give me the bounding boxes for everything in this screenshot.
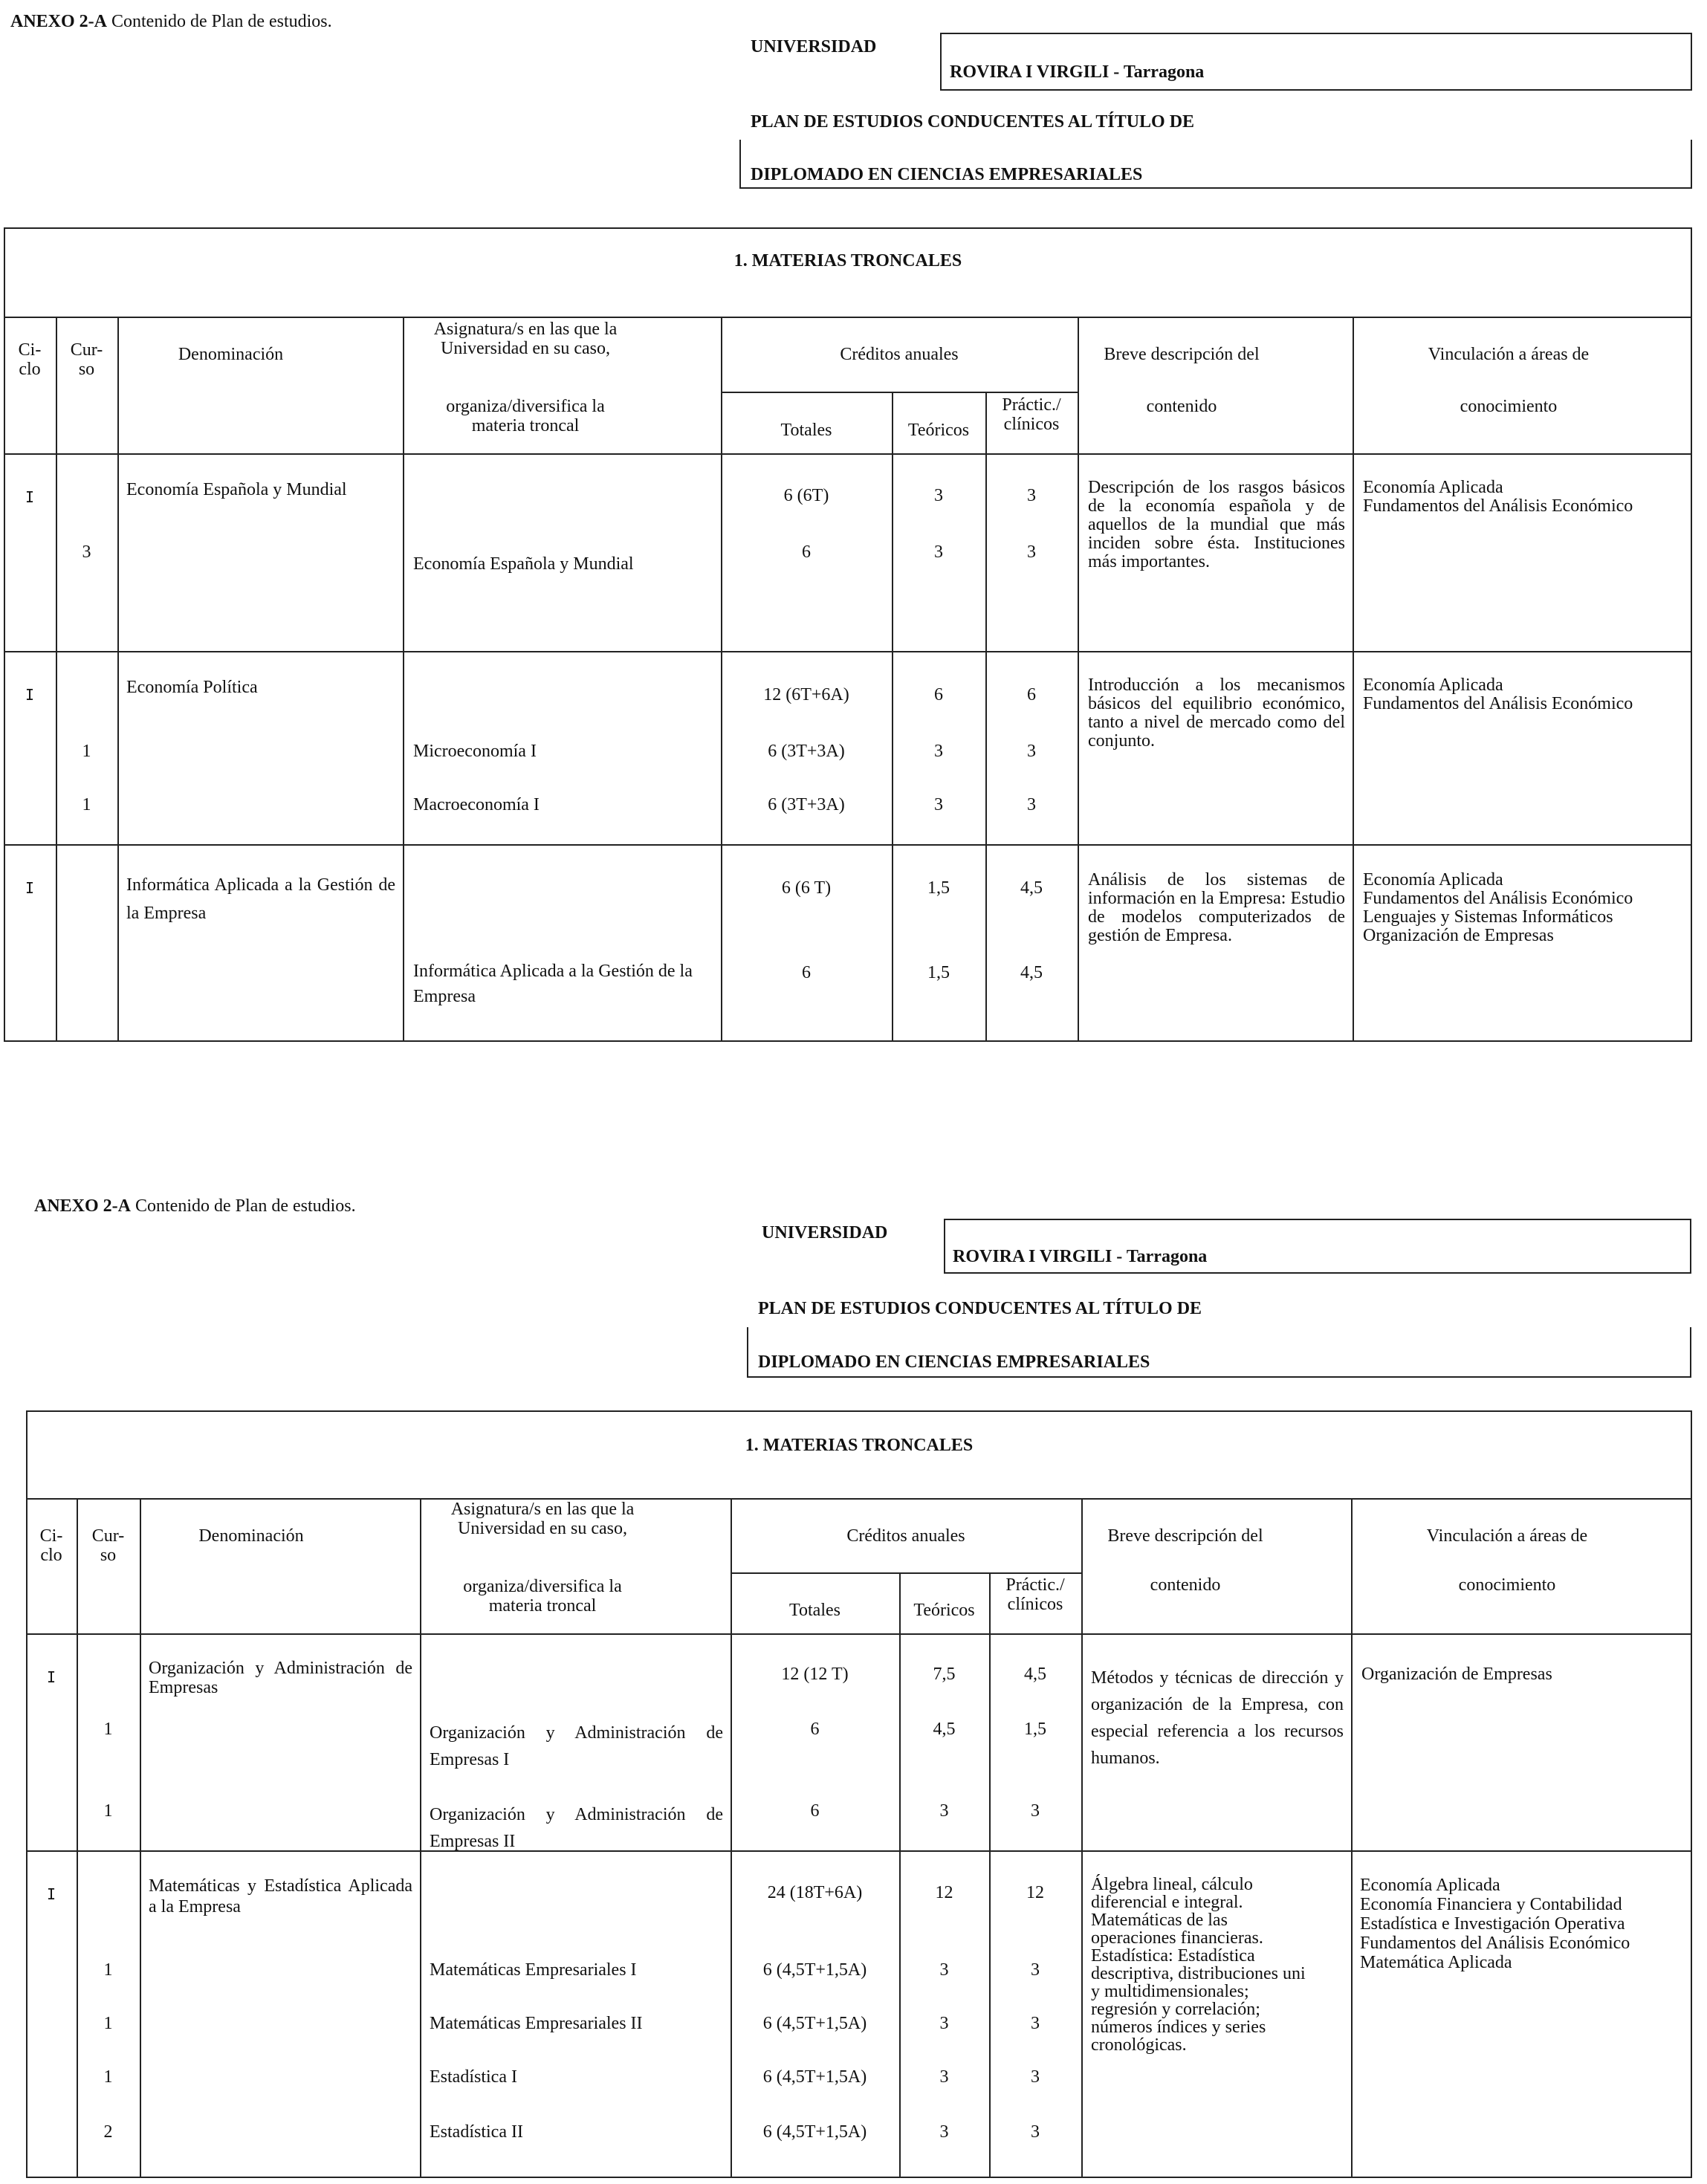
- sub-totales: 6: [802, 963, 811, 982]
- row-practicos: 4,5: [1024, 1665, 1046, 1684]
- sub-curso: 1: [82, 742, 91, 761]
- row-areas: [1360, 1876, 1691, 1972]
- sub-curso: 1: [82, 795, 91, 814]
- header-descripcion-top: Breve descripción del: [1107, 1526, 1263, 1546]
- header-denominacion: Denominación: [178, 345, 284, 364]
- area-item: Lenguajes y Sistemas Informáticos: [1363, 907, 1613, 927]
- row-ciclo: I: [25, 686, 35, 704]
- area-item: Economía Aplicada: [1363, 675, 1503, 695]
- row-descripcion: Descripción de los rasgos básicos de la economía española y de aquellos de la mundial que más inciden sobre ésta. Instituciones más importantes.: [1088, 478, 1345, 571]
- descripcion-line: cronológicas.: [1091, 2035, 1187, 2055]
- area-item: Economía Aplicada: [1360, 1876, 1500, 1895]
- descripcion-line: y multidimensionales;: [1091, 1982, 1249, 2001]
- row-denominacion: Informática Aplicada a la Gestión de la Empresa: [126, 875, 395, 923]
- plan-label: PLAN DE ESTUDIOS CONDUCENTES AL TÍTULO DE: [751, 112, 1195, 132]
- row-descripcion: Métodos y técnicas de dirección y organización de la Empresa, con especial referencia a los recursos humanos.: [1091, 1668, 1344, 1768]
- row-denominacion: Matemáticas y Estadística Aplicada a la Empresa: [149, 1876, 412, 1916]
- row-teoricos: 6: [934, 685, 943, 704]
- row-totales: 6 (6T): [783, 486, 829, 505]
- universidad-label: UNIVERSIDAD: [762, 1223, 888, 1242]
- row-ciclo: I: [46, 1885, 56, 1903]
- annex-header: [34, 1196, 356, 1216]
- annex-header: [10, 12, 332, 32]
- descripcion-line: números índices y series: [1091, 2018, 1266, 2037]
- sub-curso: 1: [103, 1960, 113, 1980]
- area-item: Matemática Aplicada: [1360, 1953, 1512, 1972]
- sub-totales: 6: [802, 542, 811, 562]
- sub-totales: 6 (4,5T+1,5A): [762, 1960, 867, 1980]
- annex-label: ANEXO 2-A: [34, 1196, 131, 1216]
- titulo: DIPLOMADO EN CIENCIAS EMPRESARIALES: [751, 165, 1143, 184]
- area-item: Fundamentos del Análisis Económico: [1363, 694, 1633, 713]
- header-teoricos: Teóricos: [913, 1601, 975, 1620]
- row-denominacion: Economía Política: [126, 678, 258, 697]
- header-asignatura-bottom: organiza/diversifica la materia troncal: [446, 397, 605, 435]
- sub-asignatura: Estadística II: [430, 2122, 523, 2142]
- sub-practicos: 3: [1027, 742, 1036, 761]
- sub-practicos: 1,5: [1024, 1720, 1046, 1739]
- row-totales: 12 (12 T): [781, 1665, 849, 1684]
- descripcion-line: Estadística: Estadística: [1091, 1946, 1255, 1966]
- sub-curso: 1: [103, 1801, 113, 1821]
- sub-curso: 1: [103, 1720, 113, 1739]
- descripcion-line: regresión y correlación;: [1091, 2000, 1260, 2019]
- row-teoricos: 3: [934, 486, 943, 505]
- sub-totales: 6: [810, 1720, 820, 1739]
- header-vinculacion-top: Vinculación a áreas de: [1426, 1526, 1588, 1546]
- header-descripcion-bottom: contenido: [1146, 397, 1217, 416]
- area-item: Economía Financiera y Contabilidad: [1360, 1895, 1622, 1914]
- sub-teoricos: 3: [939, 1801, 949, 1821]
- sub-totales: 6 (4,5T+1,5A): [762, 2122, 867, 2142]
- header-asignatura-bottom: organiza/diversifica la materia troncal: [463, 1577, 622, 1616]
- plan-label: PLAN DE ESTUDIOS CONDUCENTES AL TÍTULO DE: [758, 1299, 1202, 1318]
- header-descripcion-bottom: contenido: [1150, 1575, 1221, 1595]
- sub-totales: 6 (4,5T+1,5A): [762, 2067, 867, 2087]
- sub-curso: 1: [103, 2067, 113, 2087]
- header-totales: Totales: [780, 421, 832, 440]
- area-item: Fundamentos del Análisis Económico: [1363, 889, 1633, 908]
- header-curso: Cur- so: [91, 1526, 125, 1565]
- header-ciclo: Ci- clo: [39, 1526, 63, 1565]
- row-descripcion: Análisis de los sistemas de información en la Empresa: Estudio de modelos computerizados de gestión de Empresa.: [1088, 870, 1345, 945]
- annex-text: Contenido de Plan de estudios.: [111, 12, 332, 31]
- descripcion-line: diferencial e integral.: [1091, 1893, 1243, 1912]
- header-teoricos: Teóricos: [907, 421, 970, 440]
- sub-totales: 6 (3T+3A): [768, 742, 845, 761]
- sub-practicos: 3: [1027, 795, 1036, 814]
- sub-totales: 6: [810, 1801, 820, 1821]
- row-teoricos: 7,5: [933, 1665, 956, 1684]
- sub-teoricos: 3: [934, 542, 943, 562]
- sub-practicos: 3: [1031, 1801, 1040, 1821]
- header-vinculacion-top: Vinculación a áreas de: [1428, 345, 1590, 364]
- descripcion-line: operaciones financieras.: [1091, 1928, 1263, 1948]
- sub-asignatura: Economía Española y Mundial: [413, 554, 634, 574]
- row-ciclo: I: [46, 1668, 56, 1686]
- header-curso: Cur- so: [70, 340, 103, 379]
- header-asignatura-top: Asignatura/s en las que la Universidad en su caso,: [450, 1500, 635, 1538]
- header-creditos: Créditos anuales: [846, 1526, 965, 1546]
- sub-practicos: 3: [1031, 2122, 1040, 2142]
- sub-asignatura: Matemáticas Empresariales II: [430, 2014, 643, 2033]
- universidad-name: ROVIRA I VIRGILI - Tarragona: [950, 62, 1205, 82]
- row-practicos: 12: [1026, 1883, 1044, 1902]
- area-item: Estadística e Investigación Operativa: [1360, 1914, 1625, 1934]
- sub-asignatura: Organización y Administración de Empresas I: [430, 1723, 723, 1769]
- header-creditos: Créditos anuales: [840, 345, 959, 364]
- universidad-name: ROVIRA I VIRGILI - Tarragona: [953, 1247, 1208, 1266]
- header-descripcion-top: Breve descripción del: [1104, 345, 1260, 364]
- annex-label: ANEXO 2-A: [10, 12, 107, 31]
- row-practicos: 3: [1027, 486, 1036, 505]
- sub-teoricos: 3: [934, 742, 943, 761]
- universidad-label: UNIVERSIDAD: [751, 37, 877, 56]
- descripcion-line: descriptiva, distribuciones uni: [1091, 1964, 1306, 1983]
- sub-practicos: 3: [1031, 2014, 1040, 2033]
- sub-teoricos: 3: [939, 2122, 949, 2142]
- header-asignatura-top: Asignatura/s en las que la Universidad en su caso,: [433, 320, 618, 358]
- sub-curso: 2: [103, 2122, 113, 2142]
- header-denominacion: Denominación: [198, 1526, 304, 1546]
- sub-teoricos: 3: [934, 795, 943, 814]
- header-vinculacion-bottom: conocimiento: [1460, 397, 1558, 416]
- area-item: Fundamentos del Análisis Económico: [1363, 496, 1633, 516]
- sub-asignatura: Microeconomía I: [413, 742, 537, 761]
- row-areas: [1363, 676, 1690, 713]
- row-totales: 24 (18T+6A): [767, 1883, 863, 1902]
- area-item: Economía Aplicada: [1363, 478, 1503, 497]
- titulo: DIPLOMADO EN CIENCIAS EMPRESARIALES: [758, 1352, 1150, 1372]
- row-denominacion: Organización y Administración de Empresas: [149, 1659, 412, 1697]
- sub-practicos: 3: [1031, 2067, 1040, 2087]
- row-ciclo: I: [25, 879, 35, 897]
- descripcion-line: Álgebra lineal, cálculo: [1091, 1875, 1253, 1894]
- header-practicos: Práctic./ clínicos: [1002, 395, 1061, 434]
- sub-teoricos: 4,5: [933, 1720, 956, 1739]
- row-areas: [1363, 479, 1690, 516]
- header-practicos: Práctic./ clínicos: [1005, 1575, 1065, 1614]
- sub-practicos: 3: [1031, 1960, 1040, 1980]
- area-item: Organización de Empresas: [1361, 1665, 1552, 1684]
- header-ciclo: Ci- clo: [18, 340, 42, 379]
- row-teoricos: 12: [935, 1883, 953, 1902]
- row-totales: 6 (6 T): [781, 878, 832, 898]
- sub-curso: 1: [103, 2014, 113, 2033]
- sub-asignatura: Organización y Administración de Empresas II: [430, 1805, 723, 1851]
- area-item: Fundamentos del Análisis Económico: [1360, 1934, 1630, 1953]
- area-item: Economía Aplicada: [1363, 870, 1503, 890]
- sub-teoricos: 3: [939, 2067, 949, 2087]
- descripcion-line: Matemáticas de las: [1091, 1911, 1228, 1930]
- row-teoricos: 1,5: [927, 878, 950, 898]
- header-vinculacion-bottom: conocimiento: [1458, 1575, 1556, 1595]
- sub-asignatura: Matemáticas Empresariales I: [430, 1960, 637, 1980]
- sub-practicos: 3: [1027, 542, 1036, 562]
- row-totales: 12 (6T+6A): [763, 685, 849, 704]
- sub-asignatura: Informática Aplicada a la Gestión de la Empresa: [413, 962, 693, 1006]
- area-item: Organización de Empresas: [1363, 926, 1554, 945]
- sub-practicos: 4,5: [1020, 963, 1043, 982]
- sub-totales: 6 (3T+3A): [768, 795, 845, 814]
- sub-teoricos: 3: [939, 1960, 949, 1980]
- row-areas: [1361, 1665, 1688, 1684]
- table-title: 1. MATERIAS TRONCALES: [733, 251, 962, 270]
- sub-teoricos: 3: [939, 2014, 949, 2033]
- sub-totales: 6 (4,5T+1,5A): [762, 2014, 867, 2033]
- row-denominacion: Economía Española y Mundial: [126, 480, 347, 499]
- sub-teoricos: 1,5: [927, 963, 950, 982]
- materias-table: [26, 1410, 1692, 2178]
- row-descripcion: Introducción a los mecanismos básicos del equilibrio económico, tanto a nivel de mercado como del conjunto.: [1088, 675, 1345, 751]
- table-title: 1. MATERIAS TRONCALES: [745, 1436, 974, 1455]
- annex-text: Contenido de Plan de estudios.: [135, 1196, 356, 1216]
- row-ciclo: I: [25, 488, 35, 506]
- row-areas: [1363, 871, 1690, 945]
- row-practicos: 6: [1027, 685, 1036, 704]
- sub-curso: 3: [82, 542, 91, 562]
- row-practicos: 4,5: [1020, 878, 1043, 898]
- sub-asignatura: Estadística I: [430, 2067, 517, 2087]
- row-descripcion: [1091, 1876, 1344, 2054]
- sub-asignatura: Macroeconomía I: [413, 795, 540, 814]
- header-totales: Totales: [789, 1601, 840, 1620]
